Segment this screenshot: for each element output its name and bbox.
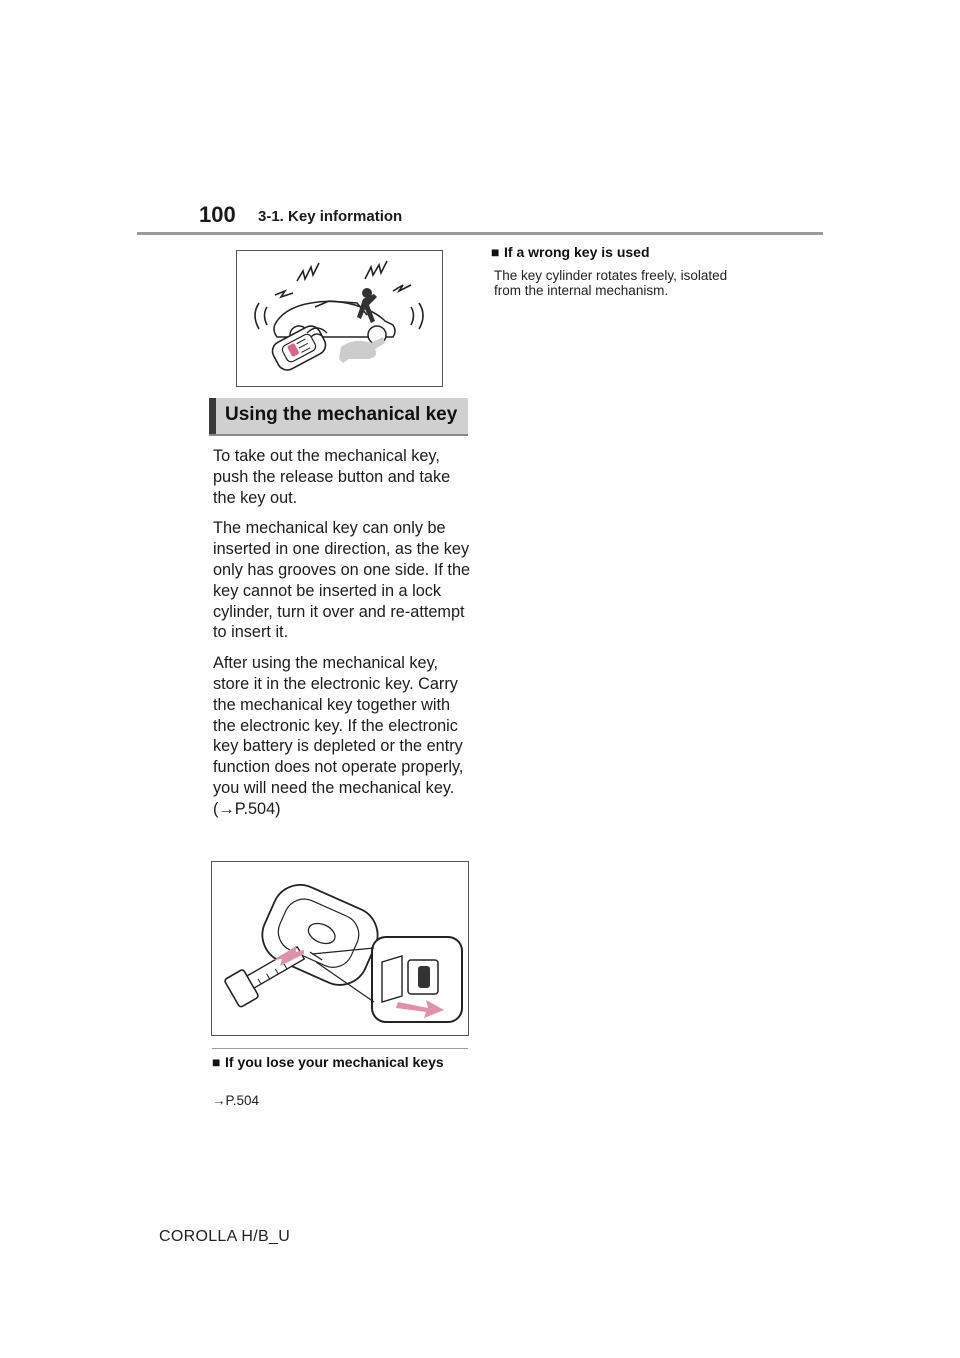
lose-keys-heading bbox=[212, 1054, 474, 1070]
wrong-key-text: The key cylinder rotates freely, isolated from the internal mechanism. bbox=[494, 268, 728, 298]
paragraph-insert-direction: The mechanical key can only be inserted in one direction, as the key only has grooves on one side. If the key cannot be inserted in a lock cylinder, turn it over and re-attempt to insert it. bbox=[213, 519, 471, 642]
mechanical-key-illustration bbox=[211, 861, 469, 1036]
footer-model: COROLLA H/B_U bbox=[159, 1228, 291, 1245]
section-heading-label: Using the mechanical key bbox=[225, 404, 458, 425]
mechanical-key-illustration-svg bbox=[212, 862, 468, 1035]
wrong-key-heading-text: If a wrong key is used bbox=[504, 244, 650, 260]
person-shadow-icon bbox=[339, 337, 385, 363]
square-bullet-icon: ■ bbox=[212, 1054, 221, 1070]
alarm-lightning-icon bbox=[275, 291, 293, 297]
section-title: 3-1. Key information bbox=[258, 208, 403, 225]
section-heading bbox=[209, 398, 468, 436]
square-bullet-icon: ■ bbox=[491, 244, 500, 260]
alarm-lightning-icon bbox=[365, 261, 387, 279]
alarm-illustration bbox=[236, 250, 443, 387]
body-text bbox=[213, 446, 475, 830]
paragraph-take-out: To take out the mechanical key, push the release button and take the key out. bbox=[213, 447, 451, 507]
sound-wave-icon bbox=[255, 303, 267, 329]
paragraph-store-key: After using the mechanical key, store it in the electronic key. Carry the mechanical key together with the electronic key. If the electronic key battery is depleted or the entry function does not operate properly, you will need the mechanical key. (→P.504) bbox=[213, 654, 464, 818]
heading-accent bbox=[209, 398, 216, 434]
subsection-rule bbox=[212, 1048, 468, 1049]
sound-wave-icon bbox=[411, 303, 423, 329]
header-rule bbox=[137, 232, 823, 235]
lose-keys-reference: →P.504 bbox=[212, 1093, 260, 1108]
alarm-lightning-icon bbox=[297, 263, 319, 281]
lose-keys-heading-text: If you lose your mechanical keys bbox=[225, 1054, 444, 1070]
release-latch-icon bbox=[418, 966, 430, 988]
alarm-illustration-svg bbox=[237, 251, 442, 386]
wrong-key-heading bbox=[491, 244, 731, 260]
page-number: 100 bbox=[199, 202, 236, 227]
alarm-lightning-icon bbox=[393, 285, 411, 291]
